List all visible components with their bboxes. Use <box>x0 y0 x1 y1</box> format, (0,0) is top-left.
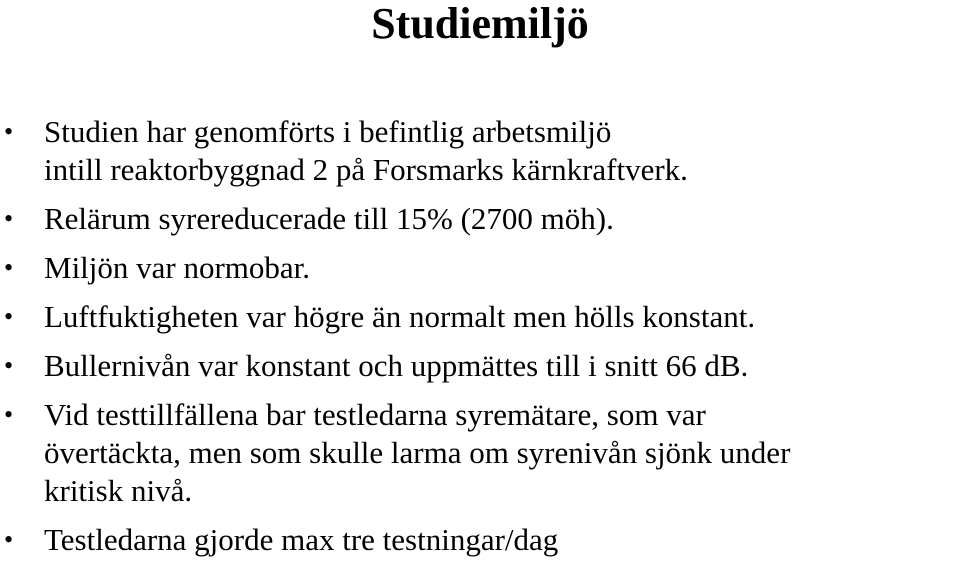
bullet-text: Bullernivån var konstant och uppmättes till i snitt 66 dB. <box>44 348 749 383</box>
bullet-text: Testledarna gjorde max tre testningar/dag <box>44 522 559 557</box>
list-item <box>0 200 960 238</box>
bullet-text: Miljön var normobar. <box>44 250 311 285</box>
bullet-dot-icon: • <box>4 400 14 429</box>
list-item <box>0 113 960 189</box>
slide-title: Studiemiljö <box>371 0 589 48</box>
bullet-dot-icon: • <box>4 253 14 282</box>
bullet-dot-icon: • <box>4 302 14 331</box>
bullet-dot-icon: • <box>4 204 14 233</box>
list-item <box>0 249 960 287</box>
bullet-dot-icon: • <box>4 117 14 146</box>
bullet-text: Luftfuktigheten var högre än normalt men hölls konstant. <box>44 299 756 334</box>
bullet-text: Studien har genomförts i befintlig arbetsmiljö intill reaktorbyggnad 2 på Forsmarks kärnkraftverk. <box>44 114 688 187</box>
bullet-text: Vid testtillfällena bar testledarna syremätare, som var övertäckta, men som skulle larma om syrenivån sjönk under kritisk nivå. <box>44 397 791 508</box>
list-item <box>0 521 960 559</box>
list-item <box>0 298 960 336</box>
list-item <box>0 347 960 385</box>
bullet-text: Relärum syrereducerade till 15% (2700 möh). <box>44 201 614 236</box>
bullet-list <box>0 113 960 570</box>
bullet-dot-icon: • <box>4 525 14 554</box>
list-item <box>0 396 960 510</box>
bullet-dot-icon: • <box>4 351 14 380</box>
